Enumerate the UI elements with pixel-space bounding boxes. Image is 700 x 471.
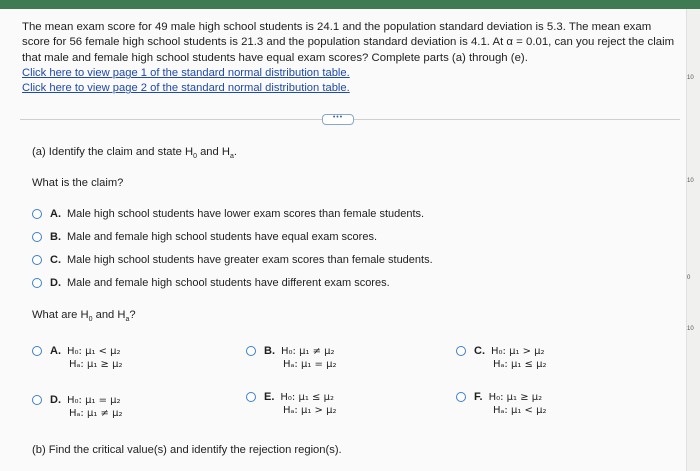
- radio-button[interactable]: [246, 392, 256, 402]
- option-text: Male and female high school students have different exam scores.: [67, 277, 390, 289]
- claim-option-a[interactable]: [32, 208, 424, 220]
- hyp-option-f[interactable]: [456, 390, 546, 418]
- null-hypothesis: H₀: μ₁ ≠ μ₂: [281, 345, 335, 357]
- hyp-question-text: ?: [129, 309, 136, 321]
- part-a-prompt-text: .: [233, 146, 237, 158]
- option-text: Male and female high school students have equal exam scores.: [67, 231, 378, 243]
- option-letter: C.: [50, 254, 61, 266]
- alt-hypothesis: Hₐ: μ₁ = μ₂: [283, 359, 337, 370]
- null-hypothesis: H₀: μ₁ ≥ μ₂: [488, 391, 543, 403]
- alt-hypothesis: Hₐ: μ₁ ≤ μ₂: [493, 359, 547, 370]
- option-letter: A.: [50, 208, 61, 220]
- null-hypothesis: H₀: μ₁ = μ₂: [67, 394, 121, 406]
- claim-option-c[interactable]: [32, 254, 433, 266]
- problem-statement: [22, 20, 677, 96]
- subscript: a: [229, 153, 234, 161]
- option-letter: B.: [50, 231, 61, 243]
- top-accent-bar: [0, 0, 700, 9]
- option-letter: A.: [50, 345, 61, 357]
- side-tick-label: 10: [687, 326, 694, 332]
- alt-hypothesis: Hₐ: μ₁ ≠ μ₂: [69, 408, 123, 419]
- normal-table-page1-link[interactable]: Click here to view page 1 of the standard normal distribution table.: [22, 67, 350, 80]
- alt-hypothesis: Hₐ: μ₁ < μ₂: [493, 405, 547, 416]
- radio-button[interactable]: [456, 346, 466, 356]
- problem-text: The mean exam score for 49 male high school students is 24.1 and the population standard deviation is 5.3. The mean exam score for 56 female high school students is 21.3 and the population standard deviation is 4.1. At α = 0.01, can you reject the claim that male and female high school students have equal exam scores? Complete parts (a) through (e).: [22, 21, 675, 64]
- alt-hypothesis: Hₐ: μ₁ ≥ μ₂: [69, 359, 123, 370]
- expand-more-button[interactable]: •••: [322, 114, 354, 125]
- claim-option-b[interactable]: [32, 231, 377, 243]
- null-hypothesis: H₀: μ₁ < μ₂: [67, 345, 121, 357]
- radio-button[interactable]: [32, 255, 42, 265]
- claim-option-d[interactable]: [32, 277, 390, 289]
- hyp-question-text: and H: [92, 309, 126, 321]
- option-letter: C.: [474, 345, 485, 357]
- radio-button[interactable]: [32, 278, 42, 288]
- option-text: Male high school students have greater exam scores than female students.: [67, 254, 433, 266]
- hyp-option-b[interactable]: [246, 344, 336, 372]
- hypotheses-question: [32, 309, 136, 323]
- radio-button[interactable]: [32, 346, 42, 356]
- claim-question: What is the claim?: [32, 177, 124, 189]
- radio-button[interactable]: [456, 392, 466, 402]
- option-letter: D.: [50, 277, 61, 289]
- hyp-option-a[interactable]: [32, 344, 122, 372]
- hyp-option-e[interactable]: [246, 390, 336, 418]
- radio-button[interactable]: [32, 232, 42, 242]
- subscript: 0: [193, 153, 197, 161]
- alt-hypothesis: Hₐ: μ₁ > μ₂: [283, 405, 337, 416]
- option-letter: B.: [264, 345, 275, 357]
- option-letter: D.: [50, 394, 61, 406]
- side-tick-label: 10: [687, 75, 694, 81]
- radio-button[interactable]: [32, 395, 42, 405]
- part-b-prompt: (b) Find the critical value(s) and identify the rejection region(s).: [32, 444, 342, 456]
- subscript: a: [125, 316, 130, 324]
- hyp-question-text: What are H: [32, 309, 89, 321]
- part-a-prompt-text: (a) Identify the claim and state H: [32, 146, 194, 158]
- side-tick-label: 10: [687, 178, 694, 184]
- normal-table-page2-link[interactable]: Click here to view page 2 of the standard normal distribution table.: [22, 82, 350, 95]
- option-letter: E.: [264, 391, 275, 403]
- option-letter: F.: [474, 391, 483, 403]
- side-tick-label: 0: [687, 275, 691, 281]
- part-a-prompt: [32, 146, 237, 160]
- subscript: 0: [88, 316, 93, 324]
- option-text: Male high school students have lower exam scores than female students.: [67, 208, 425, 220]
- null-hypothesis: H₀: μ₁ > μ₂: [491, 345, 545, 357]
- hyp-option-d[interactable]: [32, 393, 122, 421]
- part-a-prompt-text: and H: [196, 146, 230, 158]
- hyp-option-c[interactable]: [456, 344, 546, 372]
- radio-button[interactable]: [32, 209, 42, 219]
- null-hypothesis: H₀: μ₁ ≤ μ₂: [280, 391, 334, 403]
- radio-button[interactable]: [246, 346, 256, 356]
